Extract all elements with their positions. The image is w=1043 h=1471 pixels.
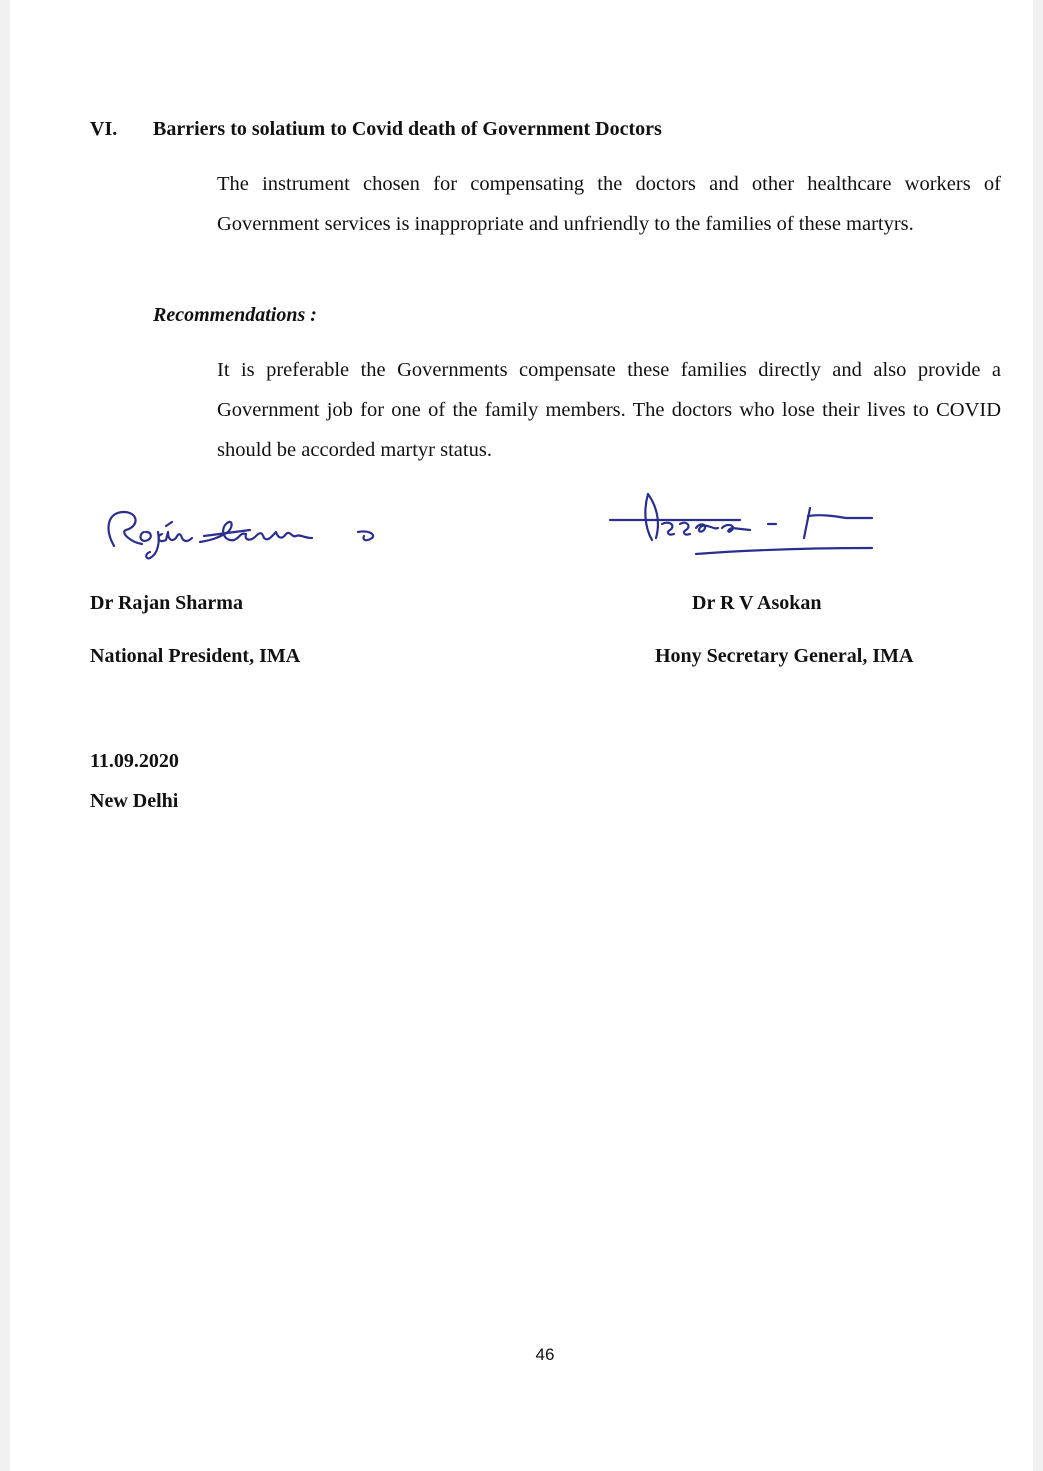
recommendations-label: Recommendations : — [153, 304, 317, 326]
signature-right-image — [600, 478, 880, 568]
page-edge-left — [0, 0, 10, 1471]
document-date: 11.09.2020 — [90, 750, 179, 772]
section-number: VI. — [90, 118, 118, 140]
page-number: 46 — [535, 1345, 555, 1364]
signatory-left-title: National President, IMA — [90, 645, 301, 667]
page-edge-right — [1033, 0, 1043, 1471]
signature-left-image — [100, 498, 390, 568]
section-heading: Barriers to solatium to Covid death of Government Doctors — [153, 118, 662, 140]
signatory-left-name: Dr Rajan Sharma — [90, 592, 243, 614]
recommendations-paragraph: It is preferable the Governments compensate these families directly and also provide a Government job for one of the family members. The doctors who lose their lives to COVID should be accorded martyr status. — [217, 359, 1001, 461]
signatory-right-title: Hony Secretary General, IMA — [655, 645, 914, 667]
document-place: New Delhi — [90, 790, 179, 812]
section-paragraph: The instrument chosen for compensating the doctors and other healthcare workers of Government services is inappropriate and unfriendly to the families of these martyrs. — [217, 173, 1001, 235]
signatory-right-name: Dr R V Asokan — [692, 592, 822, 614]
